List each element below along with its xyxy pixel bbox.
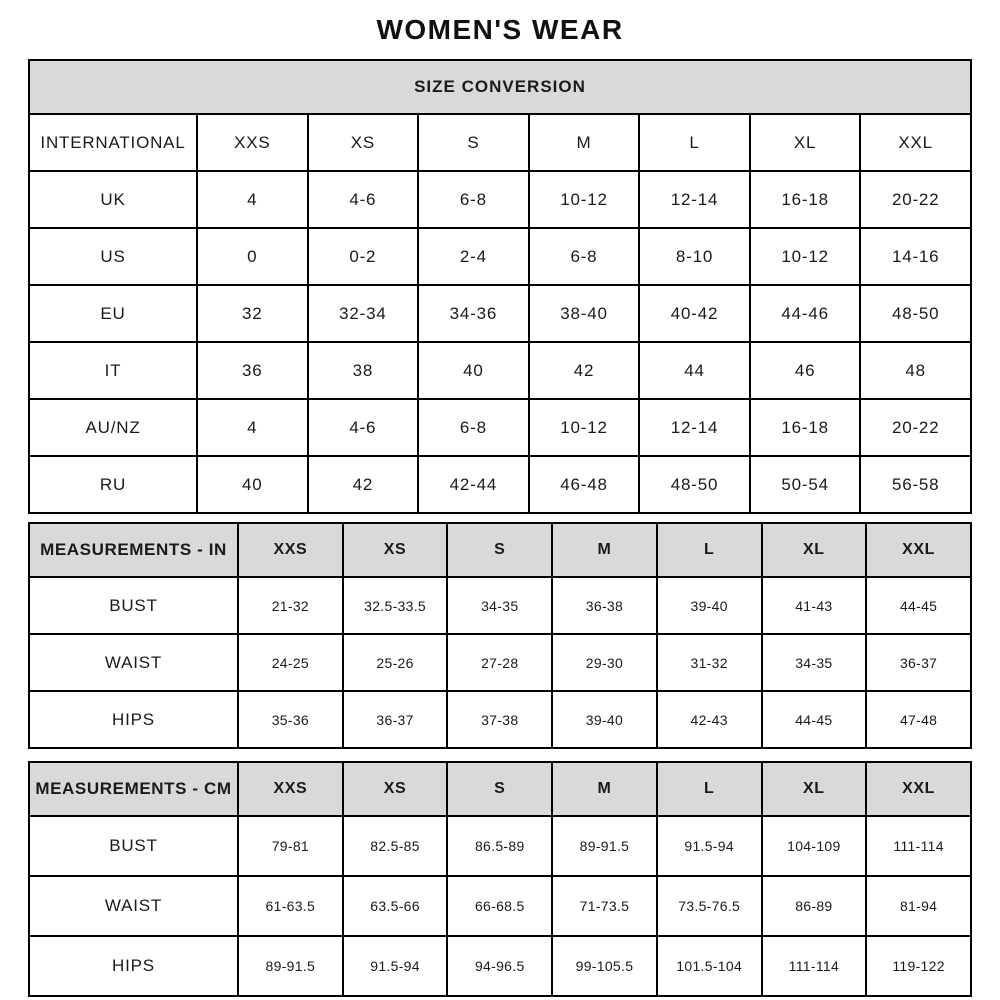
row-label: US xyxy=(29,228,197,285)
size-cell: 42 xyxy=(308,456,419,513)
measure-cell: 79-81 xyxy=(238,816,343,876)
measurements-cm-table xyxy=(28,761,972,997)
measure-cell: 61-63.5 xyxy=(238,876,343,936)
size-cell: 4 xyxy=(197,399,308,456)
size-cell: 10-12 xyxy=(529,399,640,456)
column-header-size: XXS xyxy=(238,762,343,816)
column-header-size: L xyxy=(639,114,750,171)
table-row-bust-in xyxy=(29,577,971,634)
size-cell: 44-46 xyxy=(750,285,861,342)
column-header-size: XXS xyxy=(197,114,308,171)
column-header-size: XL xyxy=(762,523,867,577)
measure-cell: 111-114 xyxy=(762,936,867,996)
size-cell: 40 xyxy=(418,342,529,399)
measure-cell: 86.5-89 xyxy=(447,816,552,876)
size-cell: 6-8 xyxy=(418,399,529,456)
table-row-bust-cm xyxy=(29,816,971,876)
row-label: AU/NZ xyxy=(29,399,197,456)
measure-cell: 101.5-104 xyxy=(657,936,762,996)
table-row-aunz xyxy=(29,399,971,456)
size-cell: 40-42 xyxy=(639,285,750,342)
size-cell: 12-14 xyxy=(639,399,750,456)
size-cell: 20-22 xyxy=(860,171,971,228)
row-label: RU xyxy=(29,456,197,513)
measure-cell: 41-43 xyxy=(762,577,867,634)
column-header-size: S xyxy=(418,114,529,171)
table-header-band xyxy=(29,60,971,114)
measure-cell: 36-38 xyxy=(552,577,657,634)
measure-cell: 63.5-66 xyxy=(343,876,448,936)
size-cell: 42 xyxy=(529,342,640,399)
page-title: WOMEN'S WEAR xyxy=(376,14,624,45)
measure-cell: 37-38 xyxy=(447,691,552,748)
measure-cell: 39-40 xyxy=(552,691,657,748)
size-cell: 4 xyxy=(197,171,308,228)
size-cell: 42-44 xyxy=(418,456,529,513)
size-cell: 16-18 xyxy=(750,171,861,228)
column-header-size: XL xyxy=(750,114,861,171)
measure-cell: 21-32 xyxy=(238,577,343,634)
column-header-size: XS xyxy=(308,114,419,171)
measure-cell: 25-26 xyxy=(343,634,448,691)
measure-cell: 34-35 xyxy=(447,577,552,634)
column-header-size: S xyxy=(447,762,552,816)
measure-cell: 27-28 xyxy=(447,634,552,691)
table-row-hips-in xyxy=(29,691,971,748)
size-cell: 38-40 xyxy=(529,285,640,342)
measure-cell: 82.5-85 xyxy=(343,816,448,876)
measure-cell: 94-96.5 xyxy=(447,936,552,996)
column-header-size: S xyxy=(447,523,552,577)
column-header-size: XS xyxy=(343,523,448,577)
table-row-ru xyxy=(29,456,971,513)
measure-cell: 66-68.5 xyxy=(447,876,552,936)
size-cell: 4-6 xyxy=(308,399,419,456)
measure-cell: 71-73.5 xyxy=(552,876,657,936)
size-cell: 8-10 xyxy=(639,228,750,285)
row-label: EU xyxy=(29,285,197,342)
measure-cell: 39-40 xyxy=(657,577,762,634)
size-cell: 40 xyxy=(197,456,308,513)
measure-cell: 104-109 xyxy=(762,816,867,876)
column-header-size: M xyxy=(552,523,657,577)
size-conversion-title: SIZE CONVERSION xyxy=(29,60,971,114)
size-cell: 6-8 xyxy=(529,228,640,285)
size-cell: 48-50 xyxy=(639,456,750,513)
measure-cell: 35-36 xyxy=(238,691,343,748)
column-header-size: L xyxy=(657,523,762,577)
measure-cell: 36-37 xyxy=(866,634,971,691)
measurements-in-title: MEASUREMENTS - IN xyxy=(29,523,238,577)
measure-cell: 89-91.5 xyxy=(552,816,657,876)
row-label: HIPS xyxy=(29,936,238,996)
row-label: HIPS xyxy=(29,691,238,748)
size-cell: 48-50 xyxy=(860,285,971,342)
size-cell: 44 xyxy=(639,342,750,399)
column-header-size: M xyxy=(552,762,657,816)
size-cell: 50-54 xyxy=(750,456,861,513)
measure-cell: 34-35 xyxy=(762,634,867,691)
measure-cell: 89-91.5 xyxy=(238,936,343,996)
row-label: IT xyxy=(29,342,197,399)
table-row-eu xyxy=(29,285,971,342)
table-row-hips-cm xyxy=(29,936,971,996)
size-cell: 36 xyxy=(197,342,308,399)
size-cell: 14-16 xyxy=(860,228,971,285)
size-cell: 32-34 xyxy=(308,285,419,342)
column-header-size: XXL xyxy=(866,523,971,577)
size-cell: 32 xyxy=(197,285,308,342)
column-header-size: XXL xyxy=(866,762,971,816)
row-label: BUST xyxy=(29,577,238,634)
column-header-size: M xyxy=(529,114,640,171)
row-label: BUST xyxy=(29,816,238,876)
measure-cell: 24-25 xyxy=(238,634,343,691)
measurements-cm-header-row xyxy=(29,762,971,816)
column-header-international: INTERNATIONAL xyxy=(29,114,197,171)
measure-cell: 73.5-76.5 xyxy=(657,876,762,936)
measure-cell: 47-48 xyxy=(866,691,971,748)
column-header-size: L xyxy=(657,762,762,816)
measure-cell: 32.5-33.5 xyxy=(343,577,448,634)
size-cell: 38 xyxy=(308,342,419,399)
measure-cell: 44-45 xyxy=(866,577,971,634)
size-cell: 2-4 xyxy=(418,228,529,285)
size-cell: 0-2 xyxy=(308,228,419,285)
size-cell: 20-22 xyxy=(860,399,971,456)
measure-cell: 91.5-94 xyxy=(657,816,762,876)
size-cell: 48 xyxy=(860,342,971,399)
measure-cell: 86-89 xyxy=(762,876,867,936)
column-header-size: XXL xyxy=(860,114,971,171)
size-cell: 56-58 xyxy=(860,456,971,513)
measure-cell: 99-105.5 xyxy=(552,936,657,996)
row-label: UK xyxy=(29,171,197,228)
size-cell: 6-8 xyxy=(418,171,529,228)
size-cell: 0 xyxy=(197,228,308,285)
table-row-us xyxy=(29,228,971,285)
measure-cell: 42-43 xyxy=(657,691,762,748)
size-cell: 34-36 xyxy=(418,285,529,342)
size-cell: 4-6 xyxy=(308,171,419,228)
column-header-size: XS xyxy=(343,762,448,816)
measure-cell: 111-114 xyxy=(866,816,971,876)
size-cell: 12-14 xyxy=(639,171,750,228)
size-conversion-table xyxy=(28,59,972,514)
column-header-size: XXS xyxy=(238,523,343,577)
measurements-cm-title: MEASUREMENTS - CM xyxy=(29,762,238,816)
measure-cell: 81-94 xyxy=(866,876,971,936)
size-cell: 46-48 xyxy=(529,456,640,513)
table-row-uk xyxy=(29,171,971,228)
size-cell: 46 xyxy=(750,342,861,399)
measure-cell: 29-30 xyxy=(552,634,657,691)
measure-cell: 36-37 xyxy=(343,691,448,748)
table-row-waist-in xyxy=(29,634,971,691)
measurements-in-table xyxy=(28,522,972,749)
measure-cell: 91.5-94 xyxy=(343,936,448,996)
measurements-in-header-row xyxy=(29,523,971,577)
table-row-it xyxy=(29,342,971,399)
measure-cell: 44-45 xyxy=(762,691,867,748)
size-header-row xyxy=(29,114,971,171)
row-label: WAIST xyxy=(29,634,238,691)
measure-cell: 119-122 xyxy=(866,936,971,996)
size-cell: 10-12 xyxy=(750,228,861,285)
table-row-waist-cm xyxy=(29,876,971,936)
column-header-size: XL xyxy=(762,762,867,816)
size-cell: 10-12 xyxy=(529,171,640,228)
measure-cell: 31-32 xyxy=(657,634,762,691)
row-label: WAIST xyxy=(29,876,238,936)
size-cell: 16-18 xyxy=(750,399,861,456)
